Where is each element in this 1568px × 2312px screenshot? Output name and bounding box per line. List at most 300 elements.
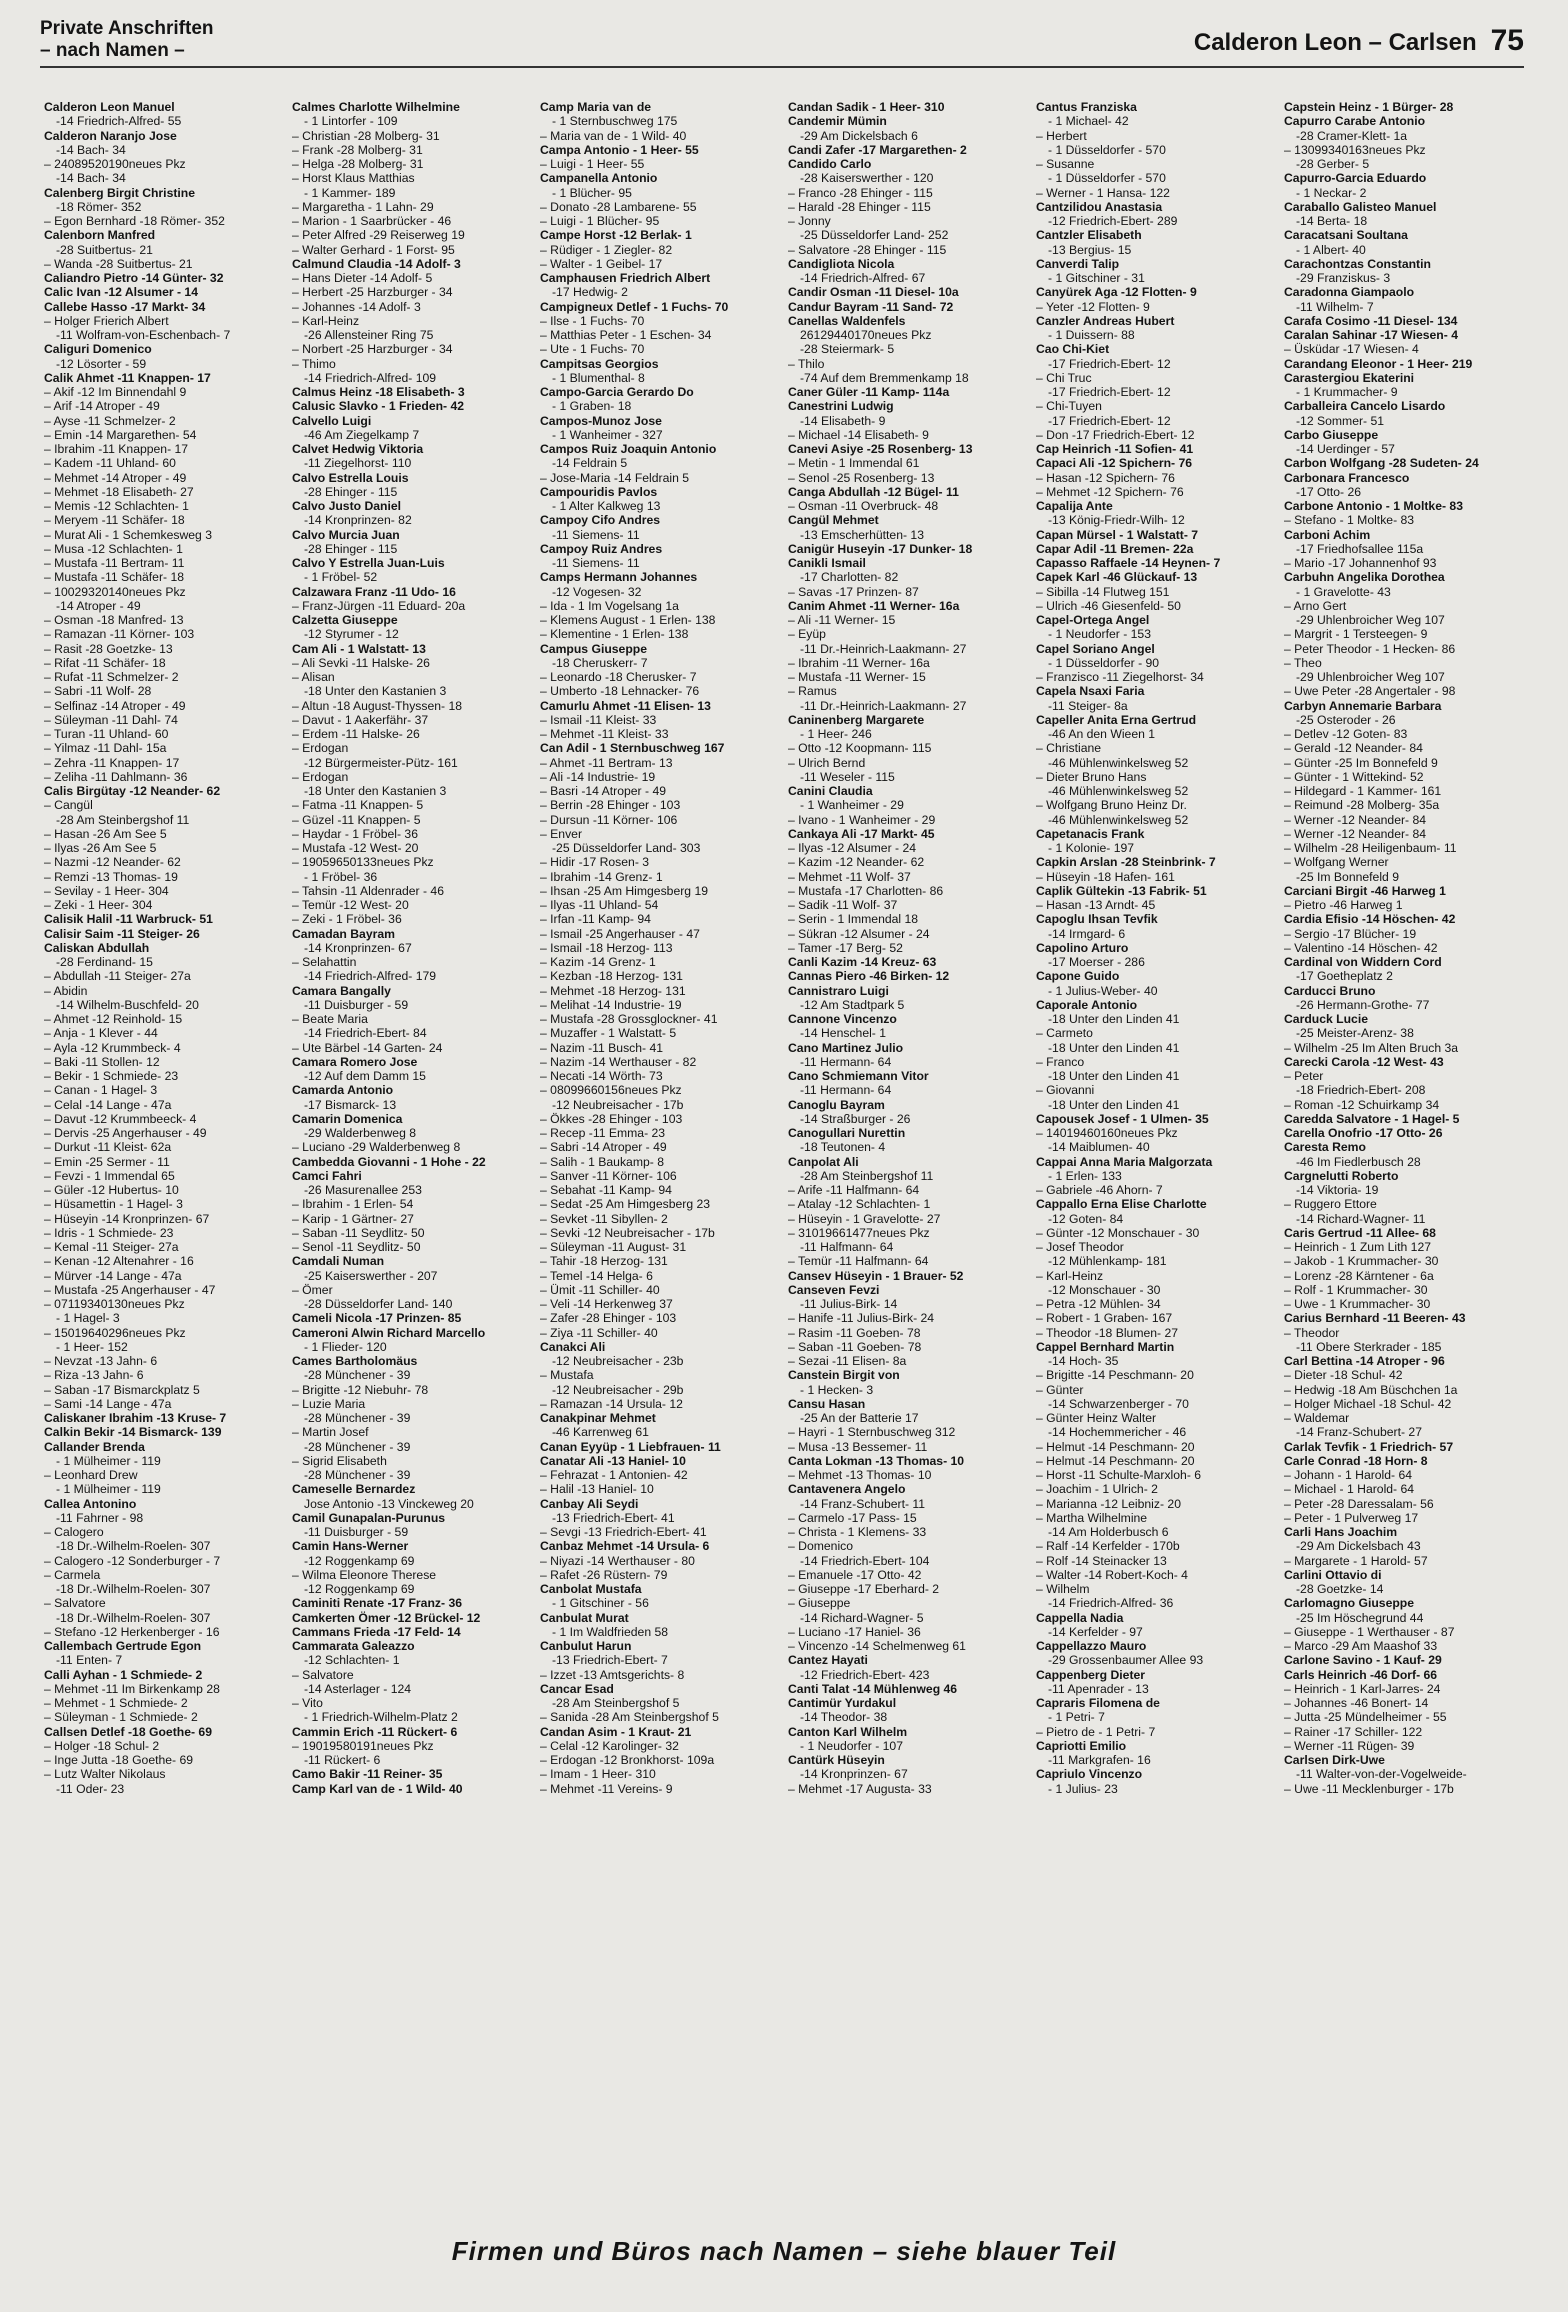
- directory-sub-entry: – Sami -14 Lange - 47a: [44, 1396, 172, 1411]
- directory-sub-entry: – Ali -14 Industrie- 19: [540, 769, 656, 784]
- directory-entry-continuation: -11 Walter-von-der-Vogelweide-: [1296, 1767, 1467, 1782]
- directory-entry-name: Calvo Murcia Juan: [292, 527, 400, 542]
- directory-sub-entry: – Stefano -12 Herkenberger - 16: [44, 1624, 220, 1639]
- directory-entry-continuation: - 1 Neudorfer - 153: [1048, 627, 1151, 642]
- directory-entry-name: Carella Onofrio -17 Otto- 26: [1284, 1126, 1443, 1140]
- directory-entry-continuation: - 1 Sternbuschweg 175: [552, 114, 678, 129]
- directory-entry-name: Cano Martinez Julio: [788, 1040, 904, 1055]
- directory-sub-entry: – Mustafa -11 Schäfer- 18: [44, 570, 185, 585]
- directory-sub-entry: – 14019460160neues Pkz: [1036, 1126, 1178, 1140]
- directory-entry-name: Caresta Remo: [1284, 1140, 1366, 1155]
- directory-entry-continuation: -18 Unter den Linden 41: [1048, 1097, 1180, 1112]
- directory-sub-entry: – Wolfgang Werner: [1284, 855, 1389, 870]
- directory-sub-entry: – Ali -11 Werner- 15: [788, 613, 896, 627]
- directory-sub-entry: – Mehmet -18 Herzog- 131: [540, 983, 686, 998]
- directory-entry-name: Cansu Hasan: [788, 1396, 866, 1411]
- directory-entry-name: Callebe Hasso -17 Markt- 34: [44, 299, 206, 314]
- directory-entry-name: Calvo Estrella Louis: [292, 470, 409, 485]
- directory-columns: [44, 100, 1524, 2230]
- directory-sub-entry: – Emin -14 Margarethen- 54: [44, 427, 197, 442]
- directory-sub-entry: – Salvatore: [292, 1667, 354, 1682]
- directory-sub-entry: – Carmela: [44, 1567, 101, 1582]
- directory-entry-continuation: -26 Allensteiner Ring 75: [304, 328, 434, 342]
- directory-entry-name: Capan Mürsel - 1 Walstatt- 7: [1036, 527, 1199, 542]
- directory-entry-name: Caliskaner Ibrahim -13 Kruse- 7: [44, 1411, 227, 1425]
- directory-entry-continuation: - 1 Krummacher- 9: [1296, 385, 1398, 399]
- directory-entry-name: Cargnelutti Roberto: [1284, 1168, 1399, 1183]
- directory-sub-entry: – Werner -11 Rügen- 39: [1284, 1738, 1415, 1753]
- directory-entry-name: Carli Hans Joachim: [1284, 1525, 1398, 1539]
- directory-entry-name: Carboni Achim: [1284, 527, 1371, 542]
- directory-entry-name: Camdali Numan: [292, 1254, 385, 1269]
- directory-entry-continuation: - 1 Alter Kalkweg 13: [552, 499, 661, 513]
- directory-entry-continuation: - 1 Hagel- 3: [56, 1311, 120, 1326]
- directory-entry-name: Carlone Savino - 1 Kauf- 29: [1284, 1653, 1442, 1668]
- directory-sub-entry: – Salvatore -28 Ehinger - 115: [788, 242, 947, 257]
- directory-entry-name: Calik Ahmet -11 Knappen- 17: [44, 370, 211, 385]
- directory-entry-continuation: -12 Goten- 84: [1048, 1211, 1124, 1226]
- directory-entry-continuation: -14 Friedrich-Ebert- 104: [800, 1553, 930, 1568]
- directory-entry-continuation: -14 Feldrain 5: [552, 456, 628, 471]
- directory-column-1: [44, 100, 284, 2230]
- directory-sub-entry: – Rainer -17 Schiller- 122: [1284, 1724, 1423, 1739]
- directory-sub-entry: – Mehmet -14 Atroper - 49: [44, 470, 187, 485]
- directory-sub-entry: – Emanuele -17 Otto- 42: [788, 1567, 922, 1582]
- directory-entry-continuation: - 1 Gitschiner - 31: [1048, 271, 1145, 285]
- directory-sub-entry: – Ilyas -12 Alsumer - 24: [788, 841, 917, 855]
- directory-entry-name: Cambedda Giovanni - 1 Hohe - 22: [292, 1154, 486, 1169]
- directory-sub-entry: – Johannes -14 Adolf- 3: [292, 299, 421, 314]
- directory-sub-entry: – Arife -11 Halfmann- 64: [788, 1183, 920, 1197]
- directory-entry-name: Camarda Antonio: [292, 1083, 394, 1098]
- directory-entry-name: Calzetta Giuseppe: [292, 613, 398, 627]
- directory-entry-continuation: -12 Friedrich-Ebert- 289: [1048, 214, 1178, 228]
- directory-entry-continuation: -17 Friedhofsallee 115a: [1296, 541, 1424, 556]
- directory-sub-entry: – Sergio -17 Blücher- 19: [1284, 926, 1417, 941]
- directory-entry-continuation: -46 Im Fiedlerbusch 28: [1296, 1154, 1421, 1169]
- directory-sub-entry: – Erdem -11 Halske- 26: [292, 727, 420, 741]
- directory-entry-continuation: -18 Unter den Linden 41: [1048, 1040, 1180, 1055]
- page-range: [1194, 24, 1524, 58]
- directory-sub-entry: – Stefano - 1 Moltke- 83: [1284, 513, 1415, 528]
- directory-sub-entry: – Martha Wilhelmine: [1036, 1510, 1148, 1525]
- directory-entry-continuation: - 1 Flieder- 120: [304, 1339, 387, 1354]
- directory-entry-continuation: -28 Am Steinbergshof 11: [800, 1168, 934, 1183]
- directory-sub-entry: – Rasim -11 Goeben- 78: [788, 1325, 921, 1340]
- directory-sub-entry: – Tahir -18 Herzog- 131: [540, 1254, 668, 1269]
- directory-sub-entry: – Güler -12 Hubertus- 10: [44, 1183, 179, 1197]
- directory-entry-name: Canga Abdullah -12 Bügel- 11: [788, 484, 959, 499]
- directory-entry-continuation: -25 Osteroder - 26: [1296, 712, 1396, 727]
- directory-sub-entry: – Sadik -11 Wolf- 37: [788, 898, 898, 912]
- directory-sub-entry: – Osman -11 Overbruck- 48: [788, 499, 939, 513]
- directory-sub-entry: – Savas -17 Prinzen- 87: [788, 584, 919, 599]
- directory-entry-name: Canim Ahmet -11 Werner- 16a: [788, 598, 960, 613]
- directory-sub-entry: – Holger -18 Schul- 2: [44, 1738, 160, 1753]
- directory-sub-entry: – Lorenz -28 Kärntener - 6a: [1284, 1268, 1434, 1283]
- directory-sub-entry: – 31019661477neues Pkz: [788, 1225, 930, 1240]
- directory-entry-name: Cameselle Bernardez: [292, 1482, 416, 1497]
- directory-entry-continuation: - 1 Mülheimer - 119: [56, 1482, 161, 1497]
- directory-entry-name: Cangül Mehmet: [788, 513, 879, 528]
- directory-entry-continuation: -12 Neubreisacher - 17b: [552, 1097, 684, 1112]
- directory-entry-continuation: -11 Obere Sterkrader - 185: [1296, 1339, 1442, 1354]
- directory-entry-continuation: Jose Antonio -13 Vinckeweg 20: [304, 1496, 474, 1511]
- directory-sub-entry: – Kazim -14 Grenz- 1: [540, 955, 656, 969]
- directory-entry-name: Carachontzas Constantin: [1284, 256, 1431, 271]
- directory-sub-entry: – Sükran -12 Alsumer - 24: [788, 926, 930, 941]
- directory-sub-entry: – Necati -14 Wörth- 73: [540, 1069, 663, 1083]
- directory-entry-name: Carciani Birgit -46 Harweg 1: [1284, 883, 1446, 898]
- directory-entry-continuation: -14 Friedrich-Ebert- 84: [304, 1026, 427, 1041]
- directory-entry-continuation: -28 Cramer-Klett- 1a: [1296, 128, 1408, 143]
- directory-entry-name: Cap Heinrich -11 Sofien- 41: [1036, 442, 1194, 456]
- directory-sub-entry: – Thimo: [292, 356, 336, 371]
- directory-sub-entry: – Michael - 1 Harold- 64: [1284, 1482, 1415, 1497]
- directory-sub-entry: – Mehmet -17 Augusta- 33: [788, 1781, 932, 1796]
- directory-entry-name: Carl Bettina -14 Atroper - 96: [1284, 1354, 1445, 1368]
- directory-entry-name: Canakpinar Mehmet: [540, 1411, 656, 1425]
- directory-sub-entry: – Herbert: [1036, 128, 1087, 143]
- directory-entry-continuation: -14 Friedrich-Alfred- 109: [304, 370, 437, 385]
- directory-sub-entry: – Ahmet -12 Reinhold- 15: [44, 1012, 183, 1026]
- directory-entry-continuation: -11 Julius-Birk- 14: [800, 1297, 898, 1311]
- directory-sub-entry: – Marianna -12 Leibniz- 20: [1036, 1496, 1181, 1511]
- directory-entry-name: Canbay Ali Seydi: [540, 1496, 639, 1511]
- directory-entry-continuation: - 1 Neudorfer - 107: [800, 1738, 903, 1753]
- directory-entry-name: Cappai Anna Maria Malgorzata: [1036, 1154, 1213, 1169]
- directory-sub-entry: – Gerald -12 Neander- 84: [1284, 741, 1423, 756]
- directory-entry-name: Cammarata Galeazzo: [292, 1639, 415, 1653]
- directory-sub-entry: – Peter Theodor - 1 Hecken- 86: [1284, 641, 1456, 656]
- directory-entry-name: Cappel Bernhard Martin: [1036, 1339, 1175, 1354]
- directory-entry-name: Canli Kazim -14 Kreuz- 63: [788, 955, 937, 969]
- directory-sub-entry: – Werner - 1 Hansa- 122: [1036, 185, 1170, 200]
- directory-sub-entry: – Wilhelm -28 Heiligenbaum- 11: [1284, 841, 1457, 855]
- directory-entry-name: Capurro Carabe Antonio: [1284, 114, 1426, 129]
- directory-sub-entry: – Giuseppe -17 Eberhard- 2: [788, 1582, 940, 1596]
- directory-entry-name: Carecki Carola -12 West- 43: [1284, 1054, 1444, 1069]
- directory-entry-continuation: - 1 Graben- 18: [552, 399, 632, 414]
- directory-entry-continuation: -28 Am Steinbergshof 11: [56, 812, 190, 827]
- directory-entry-continuation: -12 Am Stadtpark 5: [800, 997, 905, 1012]
- directory-sub-entry: – Brigitte -12 Niebuhr- 78: [292, 1382, 429, 1397]
- directory-sub-entry: – Temel -14 Helga- 6: [540, 1268, 653, 1283]
- directory-sub-entry: – Inge Jutta -18 Goethe- 69: [44, 1753, 194, 1767]
- directory-sub-entry: – Temür -12 West- 20: [292, 898, 409, 912]
- directory-entry-name: Calisir Saim -11 Steiger- 26: [44, 926, 200, 941]
- directory-entry-continuation: -26 Masurenallee 253: [304, 1183, 422, 1197]
- directory-sub-entry: – Davut -12 Krummbeeck- 4: [44, 1111, 197, 1126]
- directory-sub-entry: – Maria van de - 1 Wild- 40: [540, 128, 687, 143]
- directory-sub-entry: – Wilma Eleonore Therese: [292, 1567, 437, 1582]
- directory-entry-continuation: -11 Apenrader - 13: [1048, 1681, 1149, 1696]
- directory-entry-continuation: - 1 Neckar- 2: [1296, 185, 1367, 200]
- directory-entry-continuation: -11 Dr.-Heinrich-Laakmann- 27: [800, 641, 967, 656]
- directory-entry-name: Calisik Halil -11 Warbruck- 51: [44, 912, 213, 927]
- directory-sub-entry: – Luciano -29 Walderbenweg 8: [292, 1140, 461, 1155]
- directory-sub-entry: – Horst -11 Schulte-Marxloh- 6: [1036, 1468, 1202, 1482]
- directory-entry-continuation: -74 Auf dem Bremmenkamp 18: [800, 370, 969, 385]
- directory-sub-entry: – Ivano - 1 Wanheimer - 29: [788, 812, 936, 827]
- directory-entry-continuation: -18 Unter den Linden 41: [1048, 1012, 1180, 1026]
- directory-sub-entry: – Irfan -11 Kamp- 94: [540, 912, 651, 927]
- directory-sub-entry: – Mustafa -17 Charlotten- 86: [788, 883, 944, 898]
- directory-entry-continuation: -11 Hermann- 64: [800, 1083, 892, 1098]
- directory-column-6: [1284, 100, 1524, 2230]
- directory-sub-entry: – Senol -11 Seydlitz- 50: [292, 1240, 421, 1254]
- directory-sub-entry: – Ayse -11 Schmelzer- 2: [44, 413, 176, 428]
- directory-sub-entry: – Uwe - 1 Krummacher- 30: [1284, 1297, 1431, 1311]
- directory-entry-continuation: -12 Auf dem Damm 15: [304, 1069, 426, 1083]
- directory-entry-name: Cantimür Yurdakul: [788, 1696, 897, 1710]
- directory-entry-continuation: -11 Oder- 23: [56, 1781, 125, 1796]
- directory-entry-name: Callea Antonino: [44, 1496, 137, 1511]
- directory-sub-entry: – Leonhard Drew: [44, 1468, 138, 1482]
- directory-sub-entry: – Erdogan: [292, 769, 349, 784]
- directory-sub-entry: – Carmeto: [1036, 1026, 1093, 1041]
- directory-entry-name: Cantzler Elisabeth: [1036, 228, 1142, 243]
- directory-sub-entry: – Marion - 1 Saarbrücker - 46: [292, 214, 452, 228]
- directory-sub-entry: – Arno Gert: [1284, 598, 1347, 613]
- directory-entry-name: Calzawara Franz -11 Udo- 16: [292, 584, 456, 599]
- directory-sub-entry: – Egon Bernhard -18 Römer- 352: [44, 214, 225, 228]
- directory-entry-name: Cankaya Ali -17 Markt- 45: [788, 826, 935, 841]
- directory-entry-continuation: - 1 Duissern- 88: [1048, 328, 1135, 342]
- directory-entry-name: Candigliota Nicola: [788, 256, 895, 271]
- directory-entry-name: Cames Bartholomäus: [292, 1354, 418, 1368]
- directory-sub-entry: – Franz-Jürgen -11 Eduard- 20a: [292, 598, 466, 613]
- directory-entry-name: Capriotti Emilio: [1036, 1738, 1127, 1753]
- directory-sub-entry: – Günter - 1 Wittekind- 52: [1284, 769, 1424, 784]
- directory-sub-entry: – Süleyman -11 Dahl- 74: [44, 712, 178, 727]
- directory-sub-entry: – Rolf - 1 Krummacher- 30: [1284, 1282, 1428, 1297]
- directory-entry-name: Capasso Raffaele -14 Heynen- 7: [1036, 556, 1221, 570]
- directory-entry-continuation: -14 Kronprinzen- 82: [304, 513, 412, 528]
- directory-entry-continuation: -14 Wilhelm-Buschfeld- 20: [56, 997, 199, 1012]
- directory-entry-continuation: -12 Vogesen- 32: [552, 584, 642, 599]
- directory-entry-name: Carlak Tevfik - 1 Friedrich- 57: [1284, 1439, 1454, 1454]
- directory-sub-entry: – 13099340163neues Pkz: [1284, 142, 1426, 157]
- directory-entry-continuation: - 1 Wanheimer - 327: [552, 427, 663, 442]
- directory-sub-entry: – Musa -12 Schlachten- 1: [44, 541, 183, 556]
- directory-entry-continuation: -12 Monschauer - 30: [1048, 1282, 1161, 1297]
- directory-sub-entry: – Lutz Walter Nikolaus: [44, 1767, 166, 1782]
- directory-entry-name: Calli Ayhan - 1 Schmiede- 2: [44, 1667, 203, 1682]
- directory-sub-entry: – Hildegard - 1 Kammer- 161: [1284, 784, 1442, 798]
- directory-entry-continuation: -14 Viktoria- 19: [1296, 1183, 1379, 1197]
- directory-sub-entry: – Mürver -14 Lange - 47a: [44, 1268, 182, 1283]
- directory-sub-entry: – Werner -12 Neander- 84: [1284, 812, 1427, 827]
- directory-entry-name: Capek Karl -46 Glückauf- 13: [1036, 570, 1198, 585]
- directory-entry-continuation: -29 Am Dickelsbach 6: [800, 128, 918, 143]
- directory-sub-entry: – Riza -13 Jahn- 6: [44, 1368, 144, 1383]
- directory-sub-entry: – Ruggero Ettore: [1284, 1197, 1377, 1212]
- directory-sub-entry: – Dieter Bruno Hans: [1036, 769, 1147, 784]
- directory-sub-entry: – Imam - 1 Heer- 310: [540, 1767, 656, 1782]
- directory-entry-name: Canan Eyyüp - 1 Liebfrauen- 11: [540, 1439, 721, 1454]
- directory-sub-entry: – Fevzi - 1 Immendal 65: [44, 1168, 175, 1183]
- directory-sub-entry: – Mustafa -25 Angerhauser - 47: [44, 1282, 216, 1297]
- directory-entry-continuation: -14 Friedrich-Alfred- 179: [304, 969, 437, 984]
- directory-entry-name: Calenberg Birgit Christine: [44, 185, 196, 200]
- directory-sub-entry: – Davut - 1 Aakerfähr- 37: [292, 712, 429, 727]
- directory-entry-name: Cam Ali - 1 Walstatt- 13: [292, 641, 426, 656]
- directory-sub-entry: – Heinrich - 1 Zum Lith 127: [1284, 1240, 1431, 1254]
- directory-sub-entry: – Mustafa: [540, 1368, 594, 1383]
- directory-entry-continuation: -11 Wolfram-von-Eschenbach- 7: [56, 328, 231, 342]
- directory-entry-name: Campoy Ruiz Andres: [540, 541, 663, 556]
- directory-entry-continuation: -28 Am Steinbergshof 5: [552, 1696, 680, 1710]
- directory-entry-continuation: -28 Steiermark- 5: [800, 342, 895, 357]
- directory-sub-entry: – Süleyman - 1 Schmiede- 2: [44, 1710, 198, 1725]
- directory-entry-continuation: -14 Richard-Wagner- 5: [800, 1610, 924, 1625]
- directory-sub-entry: – Fatma -11 Knappen- 5: [292, 798, 424, 813]
- directory-sub-entry: – Sibilla -14 Flutweg 151: [1036, 584, 1170, 599]
- directory-entry-name: Camci Fahri: [292, 1168, 362, 1183]
- directory-entry-name: Carducci Bruno: [1284, 983, 1376, 998]
- directory-sub-entry: – Don -17 Friedrich-Ebert- 12: [1036, 427, 1195, 442]
- directory-sub-entry: – Saban -17 Bismarckplatz 5: [44, 1382, 200, 1397]
- directory-entry-name: Calderon Naranjo Jose: [44, 128, 177, 143]
- directory-entry-name: Canti Talat -14 Mühlenweg 46: [788, 1681, 958, 1696]
- directory-sub-entry: – Walter - 1 Geibel- 17: [540, 256, 663, 271]
- directory-entry-continuation: -14 Hochemmericher - 46: [1048, 1425, 1187, 1440]
- directory-sub-entry: – Karl-Heinz: [1036, 1268, 1104, 1283]
- directory-entry-continuation: -25 Meister-Arenz- 38: [1296, 1026, 1414, 1041]
- directory-sub-entry: – Serin - 1 Immendal 18: [788, 912, 919, 927]
- directory-entry-continuation: - 1 Lintorfer - 109: [304, 114, 398, 129]
- directory-entry-name: Cano Schmiemann Vitor: [788, 1069, 929, 1083]
- directory-sub-entry: – Ilse - 1 Fuchs- 70: [540, 313, 645, 328]
- directory-sub-entry: – Zeliha -11 Dahlmann- 36: [44, 769, 188, 784]
- directory-sub-entry: – Eyüp: [788, 627, 826, 642]
- directory-sub-entry: – Luciano -17 Haniel- 36: [788, 1624, 921, 1639]
- directory-entry-name: Caredda Salvatore - 1 Hagel- 5: [1284, 1111, 1460, 1126]
- directory-sub-entry: – Güzel -11 Knappen- 5: [292, 812, 421, 827]
- directory-entry-name: Camara Romero Jose: [292, 1054, 418, 1069]
- directory-entry-name: Canseven Fevzi: [788, 1282, 880, 1297]
- directory-entry-name: Capkin Arslan -28 Steinbrink- 7: [1036, 855, 1216, 870]
- directory-entry-continuation: -46 An den Wieen 1: [1048, 727, 1156, 741]
- directory-sub-entry: – Hüseyin - 1 Gravelotte- 27: [788, 1211, 941, 1226]
- directory-entry-continuation: -28 Düsseldorfer Land- 140: [304, 1297, 453, 1311]
- directory-entry-name: Carballeira Cancelo Lisardo: [1284, 399, 1446, 414]
- directory-sub-entry: – Theodor: [1284, 1325, 1340, 1340]
- directory-entry-continuation: -17 Charlotten- 82: [800, 570, 899, 585]
- directory-sub-entry: – Ayla -12 Krummbeck- 4: [44, 1040, 181, 1055]
- directory-sub-entry: – Dursun -11 Körner- 106: [540, 812, 678, 827]
- directory-entry-continuation: -18 Dr.-Wilhelm-Roelen- 307: [56, 1539, 211, 1554]
- directory-entry-continuation: -12 Lösorter - 59: [56, 356, 147, 371]
- directory-entry-continuation: -13 Friedrich-Ebert- 41: [552, 1510, 675, 1525]
- directory-sub-entry: – 07119340130neues Pkz: [44, 1297, 185, 1311]
- directory-entry-continuation: - 1 Hecken- 3: [800, 1382, 874, 1397]
- directory-sub-entry: – Mehmet -11 Vereins- 9: [540, 1781, 673, 1796]
- directory-entry-continuation: - 1 Heer- 246: [800, 727, 872, 741]
- directory-entry-name: Capolino Arturo: [1036, 940, 1129, 955]
- directory-sub-entry: – Hüseyin -14 Kronprinzen- 67: [44, 1211, 210, 1226]
- directory-entry-continuation: -25 Im Bonnefeld 9: [1296, 869, 1399, 884]
- directory-sub-entry: – 08099660156neues Pkz: [540, 1083, 682, 1098]
- directory-entry-name: Campouridis Pavlos: [540, 484, 658, 499]
- directory-sub-entry: – Peter -28 Daressalam- 56: [1284, 1496, 1434, 1511]
- directory-entry-continuation: -14 Franz-Schubert- 27: [1296, 1425, 1422, 1440]
- directory-sub-entry: – Ihsan -25 Am Himgesberg 19: [540, 883, 709, 898]
- directory-entry-continuation: - 1 Blumenthal- 8: [552, 370, 645, 385]
- directory-entry-continuation: -11 Steiger- 8a: [1048, 698, 1128, 713]
- directory-sub-entry: – Nazim -14 Werthauser - 82: [540, 1054, 697, 1069]
- directory-sub-entry: – Pietro de - 1 Petri- 7: [1036, 1724, 1156, 1739]
- directory-sub-entry: – Osman -18 Manfred- 13: [44, 613, 184, 627]
- directory-entry-name: Calvo Y Estrella Juan-Luis: [292, 556, 445, 570]
- directory-entry-continuation: -11 Duisburger - 59: [304, 1525, 409, 1539]
- directory-entry-continuation: - 1 Albert- 40: [1296, 242, 1366, 257]
- directory-sub-entry: – Ömer: [292, 1282, 333, 1297]
- directory-entry-continuation: -14 Elisabeth- 9: [800, 413, 886, 428]
- directory-entry-name: Canakci Ali: [540, 1339, 606, 1354]
- directory-entry-continuation: -28 Ehinger - 115: [304, 541, 398, 556]
- directory-entry-name: Cantavenera Angelo: [788, 1482, 906, 1497]
- directory-entry-continuation: -14 Hoch- 35: [1048, 1354, 1119, 1368]
- directory-sub-entry: – Üsküdar -17 Wiesen- 4: [1284, 342, 1419, 357]
- directory-entry-name: Campos-Munoz Jose: [540, 413, 662, 428]
- directory-sub-entry: – Kazim -12 Neander- 62: [788, 855, 925, 870]
- directory-entry-name: Cappella Nadia: [1036, 1610, 1124, 1625]
- directory-entry-continuation: -46 Am Ziegelkamp 7: [304, 427, 420, 442]
- directory-entry-name: Camkerten Ömer -12 Brückel- 12: [292, 1610, 481, 1625]
- directory-entry-name: Camil Gunapalan-Purunus: [292, 1510, 446, 1525]
- directory-entry-name: Canzler Andreas Hubert: [1036, 313, 1175, 328]
- directory-entry-continuation: -17 Goetheplatz 2: [1296, 969, 1393, 984]
- directory-sub-entry: – Karip - 1 Gärtner- 27: [292, 1211, 414, 1226]
- directory-sub-entry: – Helmut -14 Peschmann- 20: [1036, 1439, 1195, 1454]
- directory-sub-entry: – Jutta -25 Mündelheimer - 55: [1284, 1710, 1447, 1725]
- directory-entry-continuation: -11 Duisburger - 59: [304, 997, 409, 1012]
- directory-entry-continuation: -46 Mühlenwinkelsweg 52: [1048, 755, 1189, 770]
- directory-entry-name: Camadan Bayram: [292, 926, 395, 941]
- directory-entry-name: Canatar Ali -13 Haniel- 10: [540, 1453, 686, 1468]
- directory-sub-entry: – Erdogan: [292, 741, 349, 756]
- directory-entry-name: Cameroni Alwin Richard Marcello: [292, 1325, 486, 1340]
- directory-entry-continuation: -11 Siemens- 11: [552, 556, 640, 570]
- directory-entry-continuation: - 1 Michael- 42: [1048, 114, 1129, 129]
- directory-entry-name: Callsen Detlef -18 Goethe- 69: [44, 1724, 212, 1739]
- directory-sub-entry: – Thilo: [788, 356, 825, 371]
- directory-column-4: [788, 100, 1028, 2230]
- directory-sub-entry: – Günter -25 Im Bonnefeld 9: [1284, 755, 1438, 770]
- footer-note: Firmen und Büros nach Namen – siehe blauer Teil: [451, 2236, 1117, 2266]
- directory-entry-continuation: -14 Berta- 18: [1296, 214, 1368, 228]
- directory-sub-entry: – Ziya -11 Schiller- 40: [540, 1325, 658, 1340]
- directory-entry-name: Cancar Esad: [540, 1681, 614, 1696]
- directory-sub-entry: – Brigitte -14 Peschmann- 20: [1036, 1368, 1194, 1383]
- directory-sub-entry: – Kemal -11 Steiger- 27a: [44, 1240, 179, 1254]
- directory-entry-name: Carafa Cosimo -11 Diesel- 134: [1284, 313, 1458, 328]
- directory-sub-entry: – Herbert -25 Harzburger - 34: [292, 285, 453, 300]
- directory-sub-entry: – Valentino -14 Höschen- 42: [1284, 940, 1438, 955]
- directory-entry-continuation: -28 Münchener - 39: [304, 1368, 411, 1383]
- directory-sub-entry: – Giuseppe - 1 Werthauser - 87: [1284, 1624, 1455, 1639]
- directory-entry-continuation: -28 Ferdinand- 15: [56, 955, 153, 969]
- directory-entry-continuation: -11 Ziegelhorst- 110: [304, 456, 412, 471]
- directory-sub-entry: – Sanver -11 Körner- 106: [540, 1168, 677, 1183]
- directory-entry-name: Calmes Charlotte Wilhelmine: [292, 100, 460, 114]
- directory-entry-name: Cansev Hüseyin - 1 Brauer- 52: [788, 1268, 964, 1283]
- directory-entry-name: Capoglu Ihsan Tevfik: [1036, 912, 1158, 927]
- directory-sub-entry: – Heinrich - 1 Karl-Jarres- 24: [1284, 1681, 1441, 1696]
- directory-entry-continuation: -46 Mühlenwinkelsweg 52: [1048, 784, 1189, 798]
